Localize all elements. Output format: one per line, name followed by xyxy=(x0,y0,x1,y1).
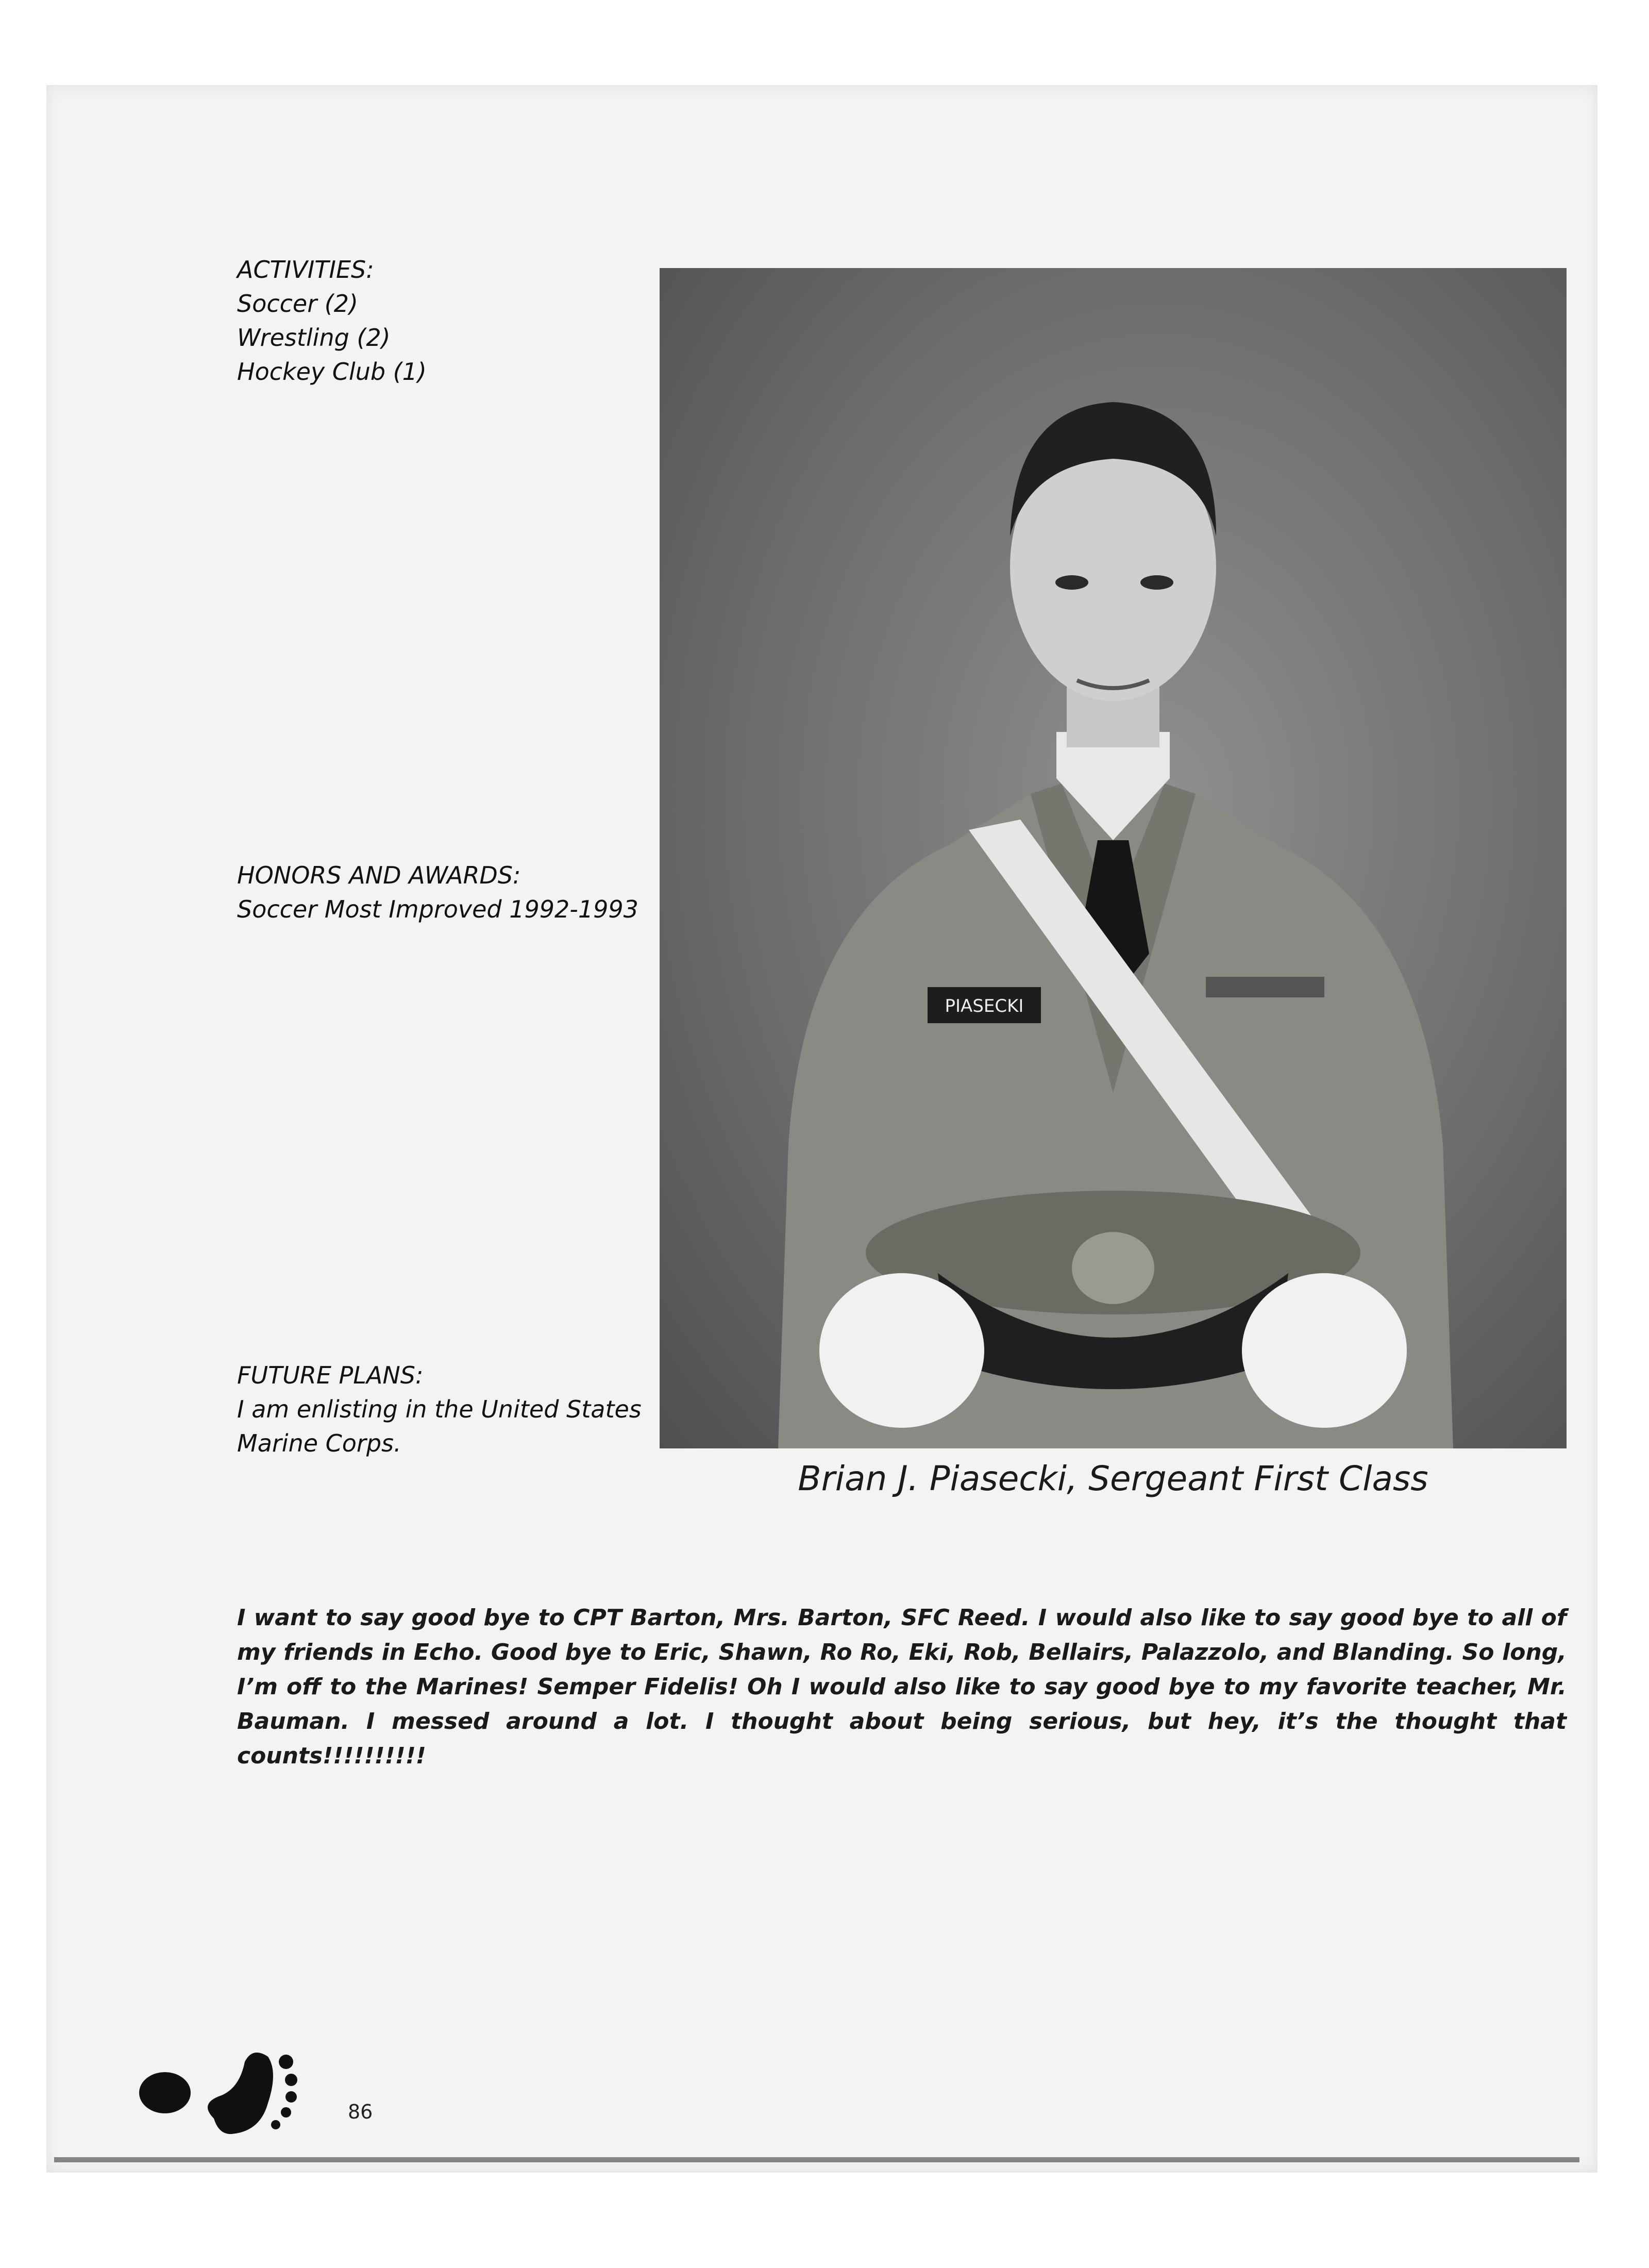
honor-item: Soccer Most Improved 1992-1993 xyxy=(237,895,638,923)
future-plans-line: I am enlisting in the United States xyxy=(237,1395,642,1423)
activities-section xyxy=(237,253,427,389)
senior-message: I want to say good bye to CPT Barton, Mrs. Barton, SFC Reed. I would also like to say good bye to all of my friends in Echo. Good bye to Eric, Shawn, Ro Ro, Eki, Rob, Bellairs, Palazzolo, and Blanding. So long, I’m off to the Marines! Semper Fidelis! Oh I would also like to say good bye to my favorite teacher, Mr. Bauman. I messed around a lot. I thought about being serious, but hey, it’s the thought that counts!!!!!!!!!! xyxy=(237,1605,1567,1769)
future-plans-section xyxy=(237,1358,649,1460)
honors-heading: HONORS AND AWARDS: xyxy=(237,861,521,889)
honors-section xyxy=(237,858,638,926)
page-bottom-edge xyxy=(54,2157,1579,2162)
page-number: 86 xyxy=(348,2100,373,2123)
portrait-photo xyxy=(660,268,1567,1448)
future-plans-heading: FUTURE PLANS: xyxy=(237,1361,424,1389)
footprint-icon xyxy=(137,2046,327,2139)
nameplate-text: PIASECKI xyxy=(945,996,1024,1016)
activity-item: Soccer (2) xyxy=(237,290,358,318)
activities-heading: ACTIVITIES: xyxy=(237,256,374,284)
future-plans-line: Marine Corps. xyxy=(237,1429,401,1457)
activity-item: Hockey Club (1) xyxy=(237,358,427,386)
portrait-caption: Brian J. Piasecki, Sergeant First Class xyxy=(798,1459,1428,1498)
portrait-illustration xyxy=(660,268,1567,1448)
activity-item: Wrestling (2) xyxy=(237,324,391,352)
